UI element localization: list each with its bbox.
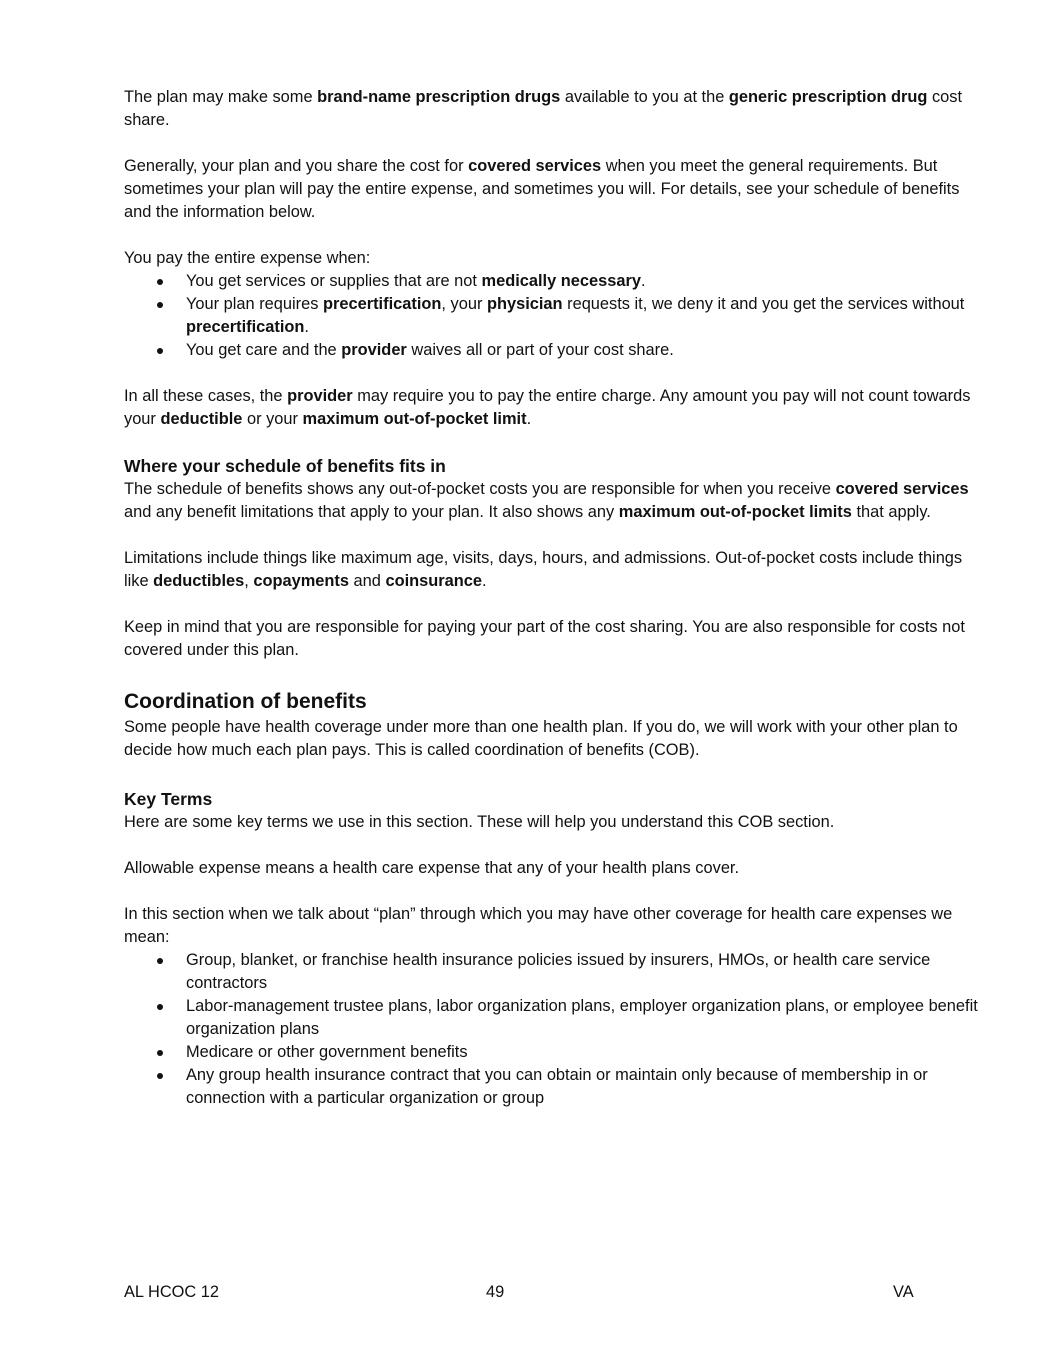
term-precertification: precertification bbox=[186, 318, 305, 336]
text-run: . bbox=[482, 572, 487, 590]
paragraph-provider-charge bbox=[124, 385, 990, 431]
text-run: waives all or part of your cost share. bbox=[406, 341, 674, 359]
text-run: In all these cases, the bbox=[124, 387, 288, 405]
paragraph-allowable-expense: Allowable expense means a health care expense that any of your health plans cover. bbox=[124, 859, 740, 877]
list-item bbox=[186, 293, 990, 339]
paragraph-cost-sharing bbox=[124, 155, 990, 224]
text-run: The plan may make some bbox=[124, 88, 318, 106]
list-item: Any group health insurance contract that you can obtain or maintain only because of membership in or connection with a particular organization or group bbox=[186, 1064, 990, 1110]
paragraph-schedule-of-benefits bbox=[124, 478, 990, 524]
heading-coordination-of-benefits: Coordination of benefits bbox=[124, 690, 367, 713]
term-physician: physician bbox=[486, 295, 563, 313]
footer-state-code: VA bbox=[893, 1283, 914, 1301]
text-run: or your bbox=[242, 410, 303, 428]
term-maximum-out-of-pocket-limits: maximum out-of-pocket limits bbox=[618, 503, 852, 521]
heading-schedule-of-benefits: Where your schedule of benefits fits in bbox=[124, 456, 446, 476]
list-item: Group, blanket, or franchise health insurance policies issued by insurers, HMOs, or health care service contractors bbox=[186, 949, 990, 995]
paragraph-brand-name-drugs bbox=[124, 86, 990, 132]
term-provider: provider bbox=[341, 341, 407, 359]
term-provider: provider bbox=[287, 387, 353, 405]
entire-expense-list bbox=[124, 270, 990, 362]
text-run: requests it, we deny it and you get the services without bbox=[562, 295, 965, 313]
text-run: Limitations include things like maximum age, visits, days, hours, and admissions. Out-of-pocket costs include things like bbox=[124, 549, 963, 590]
term-generic-prescription-drug: generic prescription drug bbox=[728, 88, 928, 106]
term-covered-services: covered services bbox=[468, 157, 602, 175]
paragraph-keep-in-mind: Keep in mind that you are responsible for paying your part of the cost sharing. You are also responsible for costs not covered under this plan. bbox=[124, 618, 965, 659]
term-coinsurance: coinsurance bbox=[385, 572, 483, 590]
paragraph-cob-intro: Some people have health coverage under more than one health plan. If you do, we will work with your other plan to decide how much each plan pays. This is called coordination of benefits (COB). bbox=[124, 718, 958, 759]
term-brand-name-prescription-drugs: brand-name prescription drugs bbox=[317, 88, 561, 106]
term-covered-services: covered services bbox=[835, 480, 969, 498]
text-run: The schedule of benefits shows any out-of-pocket costs you are responsible for when you receive bbox=[124, 480, 836, 498]
text-run: . bbox=[304, 318, 309, 336]
term-precertification: precertification bbox=[322, 295, 442, 313]
footer-document-code: AL HCOC 12 bbox=[124, 1283, 220, 1301]
text-run: , your bbox=[441, 295, 487, 313]
text-run: Generally, your plan and you share the cost for bbox=[124, 157, 469, 175]
term-deductibles: deductibles bbox=[153, 572, 245, 590]
paragraph-key-terms-intro: Here are some key terms we use in this section. These will help you understand this COB section. bbox=[124, 813, 835, 831]
footer-page-number: 49 bbox=[486, 1283, 505, 1301]
paragraph-plan-definition: In this section when we talk about “plan” through which you may have other coverage for health care expenses we mean: bbox=[124, 905, 953, 946]
text-run: Your plan requires bbox=[186, 295, 323, 313]
heading-key-terms: Key Terms bbox=[124, 789, 213, 809]
text-run: available to you at the bbox=[560, 88, 729, 106]
term-maximum-out-of-pocket-limit: maximum out-of-pocket limit bbox=[302, 410, 527, 428]
text-run: when you meet the general requirements. But sometimes your plan will pay the entire expense, and sometimes you will. For details, see your schedule of benefits and the information below. bbox=[124, 157, 960, 221]
paragraph-limitations bbox=[124, 547, 990, 593]
paragraph-entire-expense-intro: You pay the entire expense when: bbox=[124, 249, 371, 267]
list-item bbox=[186, 270, 990, 293]
term-medically-necessary: medically necessary bbox=[481, 272, 641, 290]
list-item bbox=[186, 339, 990, 362]
text-run: that apply. bbox=[851, 503, 931, 521]
text-run: , bbox=[244, 572, 254, 590]
term-copayments: copayments bbox=[253, 572, 349, 590]
text-run: You get care and the bbox=[186, 341, 342, 359]
document-body bbox=[124, 86, 990, 1133]
text-run: . bbox=[526, 410, 532, 428]
plan-types-list bbox=[124, 949, 990, 1110]
text-run: may require you to pay the entire charge. Any amount you pay will not count towards your bbox=[124, 387, 971, 428]
page-footer bbox=[0, 1281, 1055, 1304]
term-deductible: deductible bbox=[160, 410, 243, 428]
text-run: and bbox=[349, 572, 386, 590]
list-item: Medicare or other government benefits bbox=[186, 1041, 990, 1064]
text-run: cost share. bbox=[124, 88, 963, 129]
text-run: . bbox=[640, 272, 646, 290]
text-run: You get services or supplies that are not bbox=[186, 272, 482, 290]
text-run: and any benefit limitations that apply to your plan. It also shows any bbox=[124, 503, 619, 521]
list-item: Labor-management trustee plans, labor organization plans, employer organization plans, or employee benefit organization plans bbox=[186, 995, 990, 1041]
